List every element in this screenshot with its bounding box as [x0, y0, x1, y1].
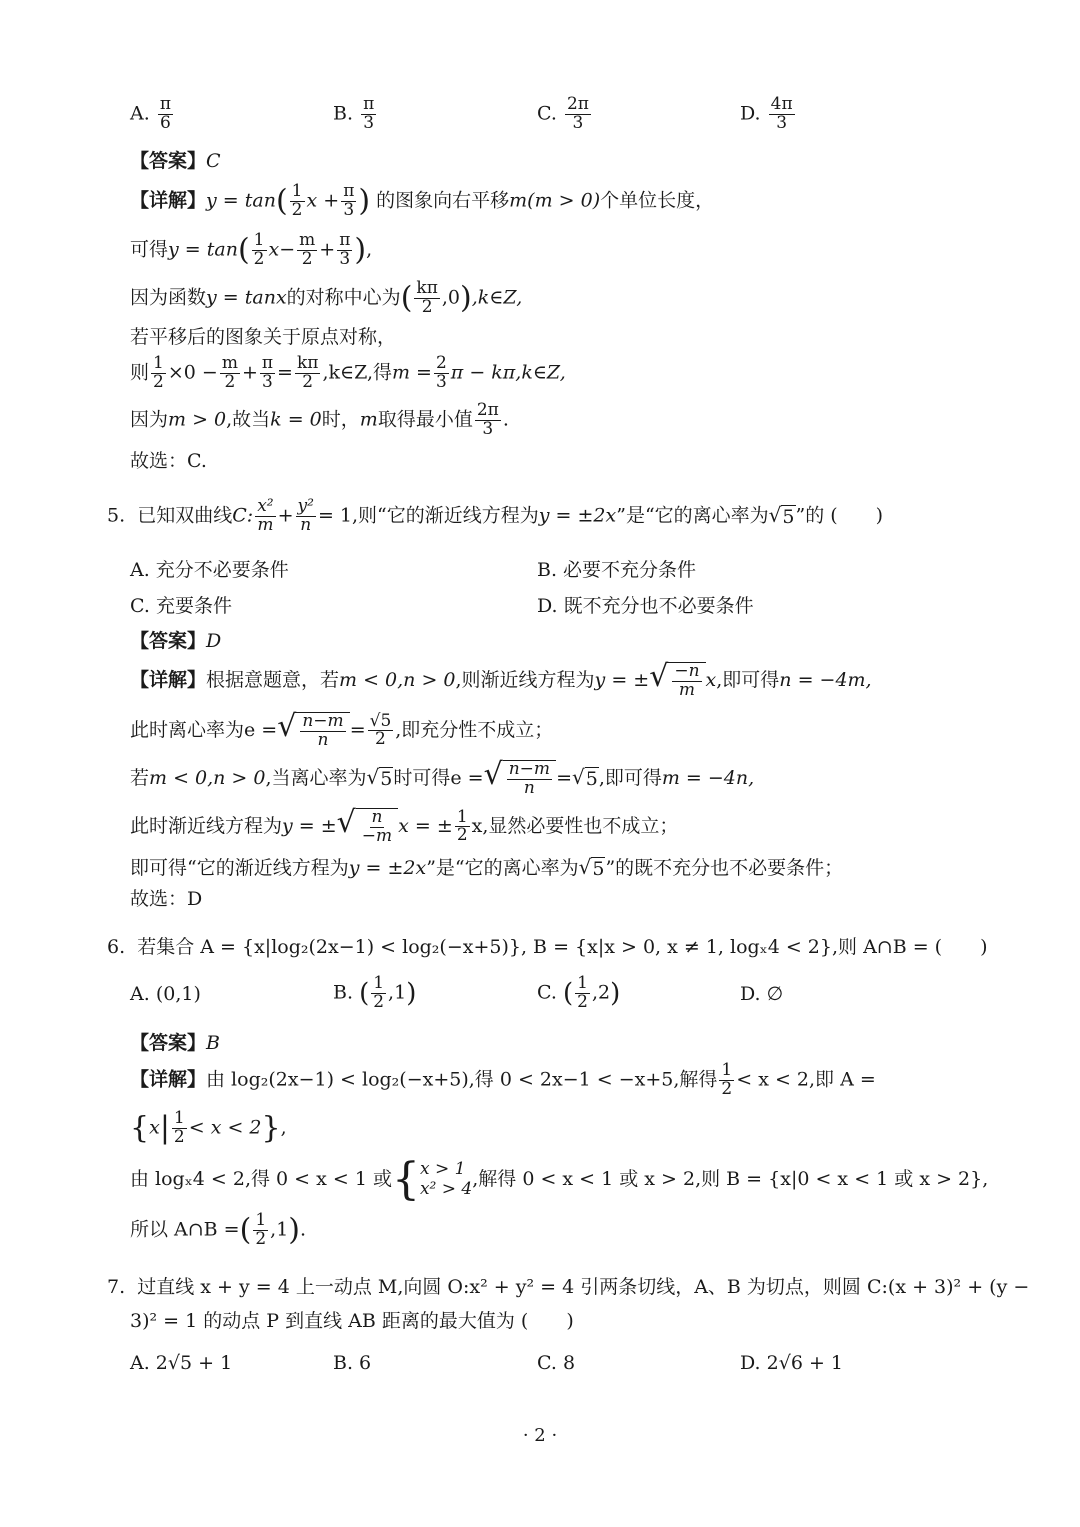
- q5-detail-line-6: 故选：D: [130, 888, 203, 910]
- q6-option-c: C. ( $\frac{1}{2}$ ,2): [537, 973, 621, 1012]
- q6-detail-line-3: 由 logₓ4 < 2,得 0 < x < 1 或 { x > 1 x² > 4 ,解得 0 < x < 1 或 x > 2,则 B = {x|0 < x < 1 或 x > 2},: [130, 1154, 989, 1205]
- q5-stem: 5. 已知双曲线C: $\frac{\text{x²}}{m}$ + $\frac{\text{y²}}{n}$ = 1,则“它的渐近线方程为y = ±2x”是“它的离心率为 √ 5 ”的 ( ): [107, 496, 884, 535]
- q6-option-b: B. ( $\frac{1}{2}$ ,1): [333, 973, 417, 1012]
- q4-detail-line-7: 故选：C.: [130, 450, 207, 472]
- q4-detail-line-4: 若平移后的图象关于原点对称，: [130, 326, 397, 348]
- q4-detail-line-5: 则 $\frac{1}{2}$ ×0 − $\frac{m}{2}$ + $\frac{\pi}{3}$ = $\frac{k\pi}{2}$ ,k∈Z,得m = $\frac{2}{3}$ π − kπ,k∈Z,: [130, 353, 566, 392]
- q6-detail-line-1: 【详解】由 log₂(2x−1) < log₂(−x+5),得 0 < 2x−1 < −x+5,解得 $\frac{1}{2}$ < x < 2,即 A =: [130, 1060, 876, 1099]
- q4-option-d: D. $\frac{4\pi}{3}$: [740, 94, 793, 133]
- q5-detail-line-3: 若m < 0,n > 0,当离心率为 √ 5 时可得e = √ n−m n = √ 5 ,即可得m = −4n,: [130, 757, 755, 798]
- q5-option-b: B. 必要不充分条件: [537, 559, 697, 581]
- q5-detail-line-1: 【详解】根据意题意，若m < 0,n > 0,则渐近线方程为y = ± √ −n m x,即可得n = −4m,: [130, 659, 872, 700]
- q4-detail-line-1: 【详解】y = tan( $\frac{1}{2}$ x + $\frac{\pi}{3}$ ) 的图象向右平移m(m > 0)个单位长度，: [130, 181, 715, 220]
- q7-option-a: A. 2√5 + 1: [130, 1352, 233, 1374]
- q5-option-c: C. 充要条件: [130, 595, 232, 617]
- q5-detail-line-2: 此时离心率为e = √ n−m n = $\frac{√5}{2}$ ,即充分性不成立；: [130, 709, 554, 750]
- q4-option-c: C. $\frac{2\pi}{3}$: [537, 94, 589, 133]
- q7-option-b: B. 6: [333, 1352, 372, 1374]
- q4-option-a: A. $\frac{\pi}{6}$: [130, 94, 171, 133]
- q4-answer: 【答案】C: [130, 150, 221, 172]
- q5-option-a: A. 充分不必要条件: [130, 559, 289, 581]
- q4-detail-line-3: 因为函数y = tanx的对称中心为( $\frac{k\pi}{2}$ ,0),k∈Z,: [130, 278, 523, 317]
- q5-detail-line-5: 即可得“它的渐近线方程为y = ±2x”是“它的离心率为 √ 5 ”的既不充分也不必要条件；: [130, 855, 844, 881]
- q6-option-a: A. (0,1): [130, 983, 201, 1005]
- q5-answer: 【答案】D: [130, 630, 222, 652]
- fraction: $\frac{2\pi}{3}$: [566, 94, 589, 133]
- fraction: $\frac{\pi}{3}$: [363, 94, 375, 133]
- q7-stem-line-1: 7. 过直线 x + y = 4 上一动点 M,向圆 O:x² + y² = 4 引两条切线，A、B 为切点，则圆 C:(x + 3)² + (y −: [107, 1276, 1030, 1298]
- q4-detail-line-2: 可得y = tan( $\frac{1}{2}$ x− $\frac{m}{2}$ + $\frac{\pi}{3}$ ),: [130, 230, 373, 269]
- q4-option-b: B. $\frac{\pi}{3}$: [333, 94, 375, 133]
- q6-detail-line-4: 所以 A∩B =( $\frac{1}{2}$ ,1).: [130, 1210, 307, 1249]
- q4-detail-line-6: 因为m > 0,故当k = 0时，m取得最小值 $\frac{2\pi}{3}$ .: [130, 400, 509, 439]
- q5-option-d: D. 既不充分也不必要条件: [537, 595, 754, 617]
- q6-stem: 6. 若集合 A = {x|log₂(2x−1) < log₂(−x+5)}, B = {x|x > 0, x ≠ 1, logₓ4 < 2},则 A∩B = ( ): [107, 936, 988, 958]
- q6-detail-line-2: {x| $\frac{1}{2}$ < x < 2},: [130, 1108, 287, 1147]
- q7-option-c: C. 8: [537, 1352, 576, 1374]
- q7-stem-line-2: 3)² = 1 的动点 P 到直线 AB 距离的最大值为 ( ): [130, 1310, 574, 1332]
- q6-option-d: D. ∅: [740, 983, 784, 1005]
- page-number: · 2 ·: [522, 1425, 558, 1446]
- q5-detail-line-4: 此时渐近线方程为y = ± √ n −m x = ± $\frac{1}{2}$ x,显然必要性也不成立；: [130, 805, 679, 846]
- fraction: $\frac{\pi}{6}$: [159, 94, 171, 133]
- fraction: $\frac{4\pi}{3}$: [770, 94, 793, 133]
- q7-option-d: D. 2√6 + 1: [740, 1352, 844, 1374]
- q6-answer: 【答案】B: [130, 1032, 220, 1054]
